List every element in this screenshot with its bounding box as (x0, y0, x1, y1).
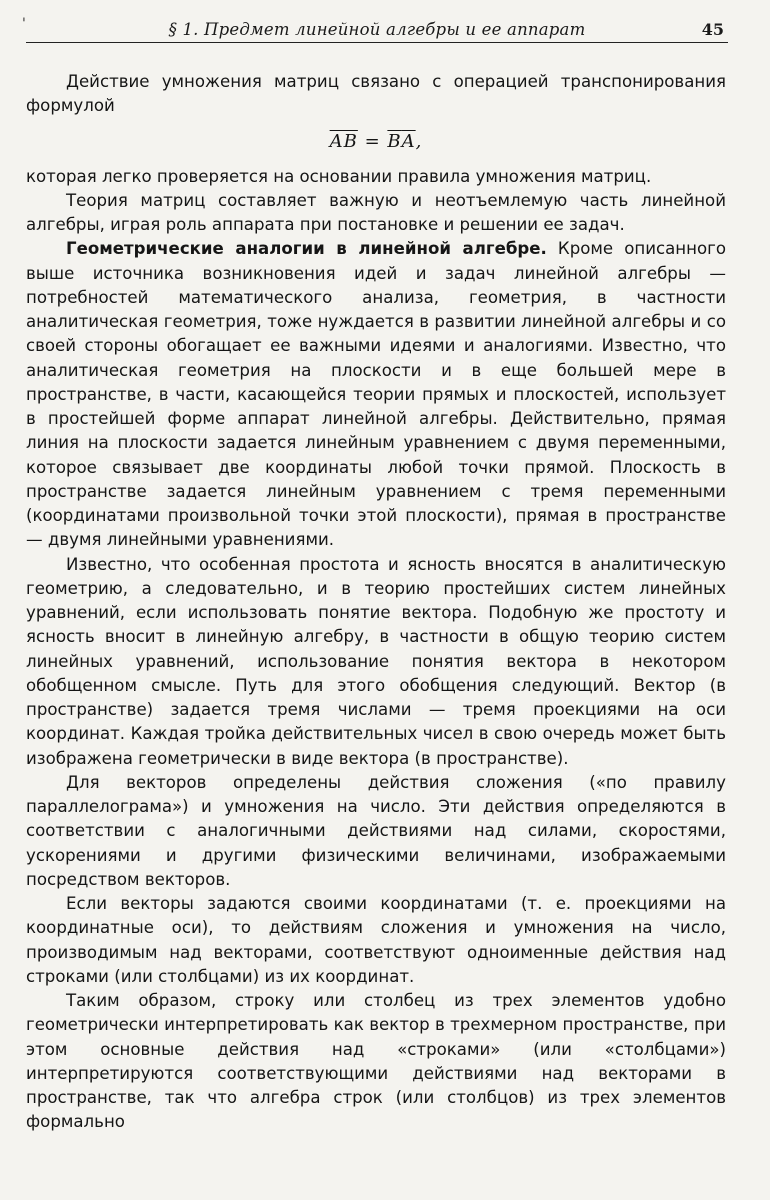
paragraph-interpretation: Таким образом, строку или столбец из трех элементов удобно геометрически интерпретировать как вектор в трехмерном пространстве, при этом основные действия над «строками» (или «столбцами») интерпретируются соответствующими действиями над векторами в пространстве, так что алгебра строк (или столбцов) из трех элементов формально (26, 991, 726, 1132)
formula-rhs-b: $\overline{B}$ (387, 130, 402, 152)
running-title: § 1. Предмет линейной алгебры и ее аппарат (168, 20, 586, 39)
formula-comma: , (415, 130, 423, 152)
paragraph-transpose-cont: которая легко проверяется на основании правила умножения матриц. (26, 166, 652, 186)
paragraph-matrix-theory: Теория матриц составляет важную и неотъемлемую часть линейной алгебры, играя роль аппарата при постановке и решении ее задач. (26, 190, 726, 234)
formula-lhs: $\overline{AB}$ (329, 130, 358, 152)
running-header (22, 16, 728, 43)
formula-equals: = (357, 130, 388, 152)
paragraph-vector-operations: Для векторов определены действия сложения («по правилу параллелограма») и умножения на число. Эти действия определяются в соответствии с аналогичными действиями над силами, скоростями, ускорениями и другими физическими величинами, изображаемыми посредством векторов. (26, 772, 726, 889)
formula-rhs-a: $\overline{A}$ (401, 130, 416, 152)
paragraph-transpose: Действие умножения матриц связано с операцией транспонирования формулой (26, 72, 726, 116)
page-mark: ' (22, 16, 26, 32)
formula-transpose (26, 119, 726, 165)
paragraph-coordinates: Если векторы задаются своими координатами (т. е. проекциями на координатные оси), то действиям сложения и умножения на число, производимым над векторами, соответствуют одноименные действия над строками (или столбцами) из их координат. (26, 894, 726, 986)
page-number: 45 (701, 20, 724, 39)
page-body (26, 70, 726, 1135)
paragraph-geometric-analogies (26, 237, 726, 552)
paragraph-vector-concept: Известно, что особенная простота и ясность вносятся в аналитическую геометрию, а следовательно, и в теорию простейших систем линейных уравнений, если использовать понятие вектора. Подобную же простоту и ясность вносит в линейную алгебру, в частности в общую теорию систем линейных уравнений, использование понятия вектора в некотором обобщенном смысле. Путь для этого обобщения следующий. Вектор (в пространстве) задается тремя числами — тремя проекциями на оси координат. Каждая тройка действительных чисел в свою очередь может быть изображена геометрически в виде вектора (в пространстве). (26, 554, 726, 768)
paragraph-geometric-analogies-text: Кроме описанного выше источника возникновения идей и задач линейной алгебры — потребностей математического анализа, геометрия, в частности аналитическая геометрия, тоже нуждается в развитии линейной алгебры и со своей стороны обогащает ее важными идеями и аналогиями. Известно, что аналитическая геометрия на плоскости и в еще большей мере в пространстве, в части, касающейся теории прямых и плоскостей, использует в простейшей форме аппарат линейной алгебры. Действительно, прямая линия на плоскости задается линейным уравнением с двумя переменными, которое связывает две координаты любой точки прямой. Плоскость в пространстве задается линейным уравнением с тремя переменными (координатами произвольной точки этой плоскости), прямая в пространстве — двумя линейными уравнениями. (26, 239, 726, 550)
section-heading: Геометрические аналогии в линейной алгебре. (66, 239, 547, 259)
